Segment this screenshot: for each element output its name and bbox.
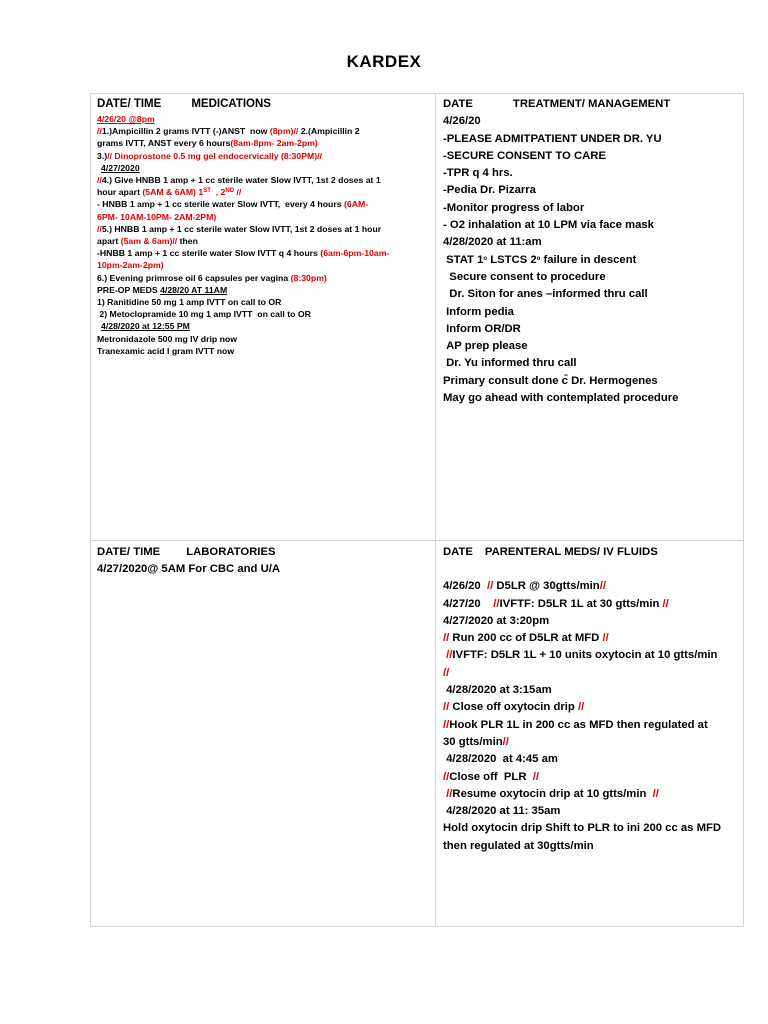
med-line: Tranexamic acid I gram IVTT now <box>97 345 235 356</box>
treatment-line: AP prep please <box>443 340 528 353</box>
treatment-header: DATE TREATMENT/ MANAGEMENT <box>443 98 671 110</box>
laboratories-header: DATE/ TIME LABORATORIES <box>97 546 276 558</box>
med-line: 6.) Evening primrose oil 6 capsules per vagina (8:30pm) <box>97 272 327 283</box>
treatment-line: - O2 inhalation at 10 LPM via face mask <box>443 219 654 232</box>
med-line: 6PM- 10AM-10PM- 2AM-2PM) <box>97 211 217 222</box>
treatment-line: -SECURE CONSENT TO CARE <box>443 149 606 162</box>
treatment-line: STAT 1$^o$ LSTCS 2$^o$ failure in descent <box>443 253 637 266</box>
parenteral-line: 4/27/20 //IVFTF: D5LR 1L at 30 gtts/min // <box>443 597 669 610</box>
med-line: grams IVTT, ANST every 6 hours(8am-8pm- 2am-2pm) <box>97 138 318 149</box>
med-line: - HNBB 1 amp + 1 cc sterile water Slow IVTT, every 4 hours (6AM- <box>97 199 369 210</box>
parenteral-line: //Hook PLR 1L in 200 cc as MFD then regulated at <box>443 718 708 731</box>
med-line: //1.)Ampicillin 2 grams IVTT (-)ANST now (8pm)// 2.(Ampicillin 2 <box>97 126 360 137</box>
treatment-line: -TPR q 4 hrs. <box>443 167 513 180</box>
parenteral-line: Hold oxytocin drip Shift to PLR to ini 200 cc as MFD <box>443 822 722 835</box>
parenteral-line: 4/27/2020 at 3:20pm <box>443 614 550 627</box>
parenteral-line: 30 gtts/min// <box>443 735 509 748</box>
parenteral-header: DATE PARENTERAL MEDS/ IV FLUIDS <box>443 546 658 558</box>
parenteral-line: //IVFTF: D5LR 1L + 10 units oxytocin at 10 gtts/min <box>443 649 718 662</box>
medications-section <box>97 96 431 357</box>
med-date-3: 4/28/2020 at 12:55 PM <box>101 321 190 332</box>
laboratories-section <box>97 544 431 578</box>
treatment-line: Inform pedia <box>443 305 514 318</box>
parenteral-line: //Close off PLR // <box>443 770 540 783</box>
lab-line: 4/27/2020@ 5AM For CBC and U/A <box>97 563 281 575</box>
treatment-line: Inform OR/DR <box>443 322 521 335</box>
parenteral-line: 4/28/2020 at 4:45 am <box>443 753 558 766</box>
med-line: -HNBB 1 amp + 1 cc sterile water Slow IVTT q 4 hours (6am-6pm-10am- <box>97 248 390 259</box>
med-line: 3.)// Dinoprostone 0.5 mg gel endocervically (8:30PM)// <box>97 150 322 161</box>
med-date-1: 4/26/20 @8pm <box>97 114 155 124</box>
med-line: 1) Ranitidine 50 mg 1 amp IVTT on call to OR <box>97 297 282 308</box>
med-line: apart (5am & 6am)// then <box>97 236 198 247</box>
med-line: //4.) Give HNBB 1 amp + 1 cc sterile water Slow IVTT, 1st 2 doses at 1 <box>97 175 381 186</box>
med-line: 10pm-2am-2pm) <box>97 260 164 271</box>
treatment-line: -Monitor progress of labor <box>443 201 585 214</box>
med-line: Metronidazole 500 mg IV drip now <box>97 333 237 344</box>
pre-op-meds-line: PRE-OP MEDS 4/28/20 AT 11AM <box>97 284 228 295</box>
med-date-2: 4/27/2020 <box>101 162 140 173</box>
treatment-line: 4/28/2020 at 11:am <box>443 236 542 249</box>
med-line: //5.) HNBB 1 amp + 1 cc sterile water Slow IVTT, 1st 2 doses at 1 hour <box>97 223 382 234</box>
parenteral-line: 4/28/2020 at 11: 35am <box>443 805 561 818</box>
treatment-line: -Pedia Dr. Pizarra <box>443 184 536 197</box>
parenteral-line: //Resume oxytocin drip at 10 gtts/min // <box>443 787 659 800</box>
treatment-line: Dr. Siton for anes –informed thru call <box>443 288 648 301</box>
treatment-line: May go ahead with contemplated procedure <box>443 392 679 405</box>
med-line: hour apart (5AM & 6AM) 1ST , 2ND // <box>97 187 242 198</box>
page-title: KARDEX <box>346 52 422 71</box>
treatment-section <box>443 96 739 407</box>
parenteral-line: // <box>443 666 450 679</box>
treatment-line: -PLEASE ADMITPATIENT UNDER DR. YU <box>443 132 662 145</box>
treatment-line: Secure consent to procedure <box>443 270 606 283</box>
parenteral-section <box>443 544 739 855</box>
med-line: 2) Metoclopramide 10 mg 1 amp IVTT on call to OR <box>97 309 311 320</box>
medications-header: DATE/ TIME MEDICATIONS <box>97 98 271 110</box>
parenteral-line: // Close off oxytocin drip // <box>443 701 585 714</box>
laboratories-cell <box>90 540 436 927</box>
parenteral-line: 4/26/20 // D5LR @ 30gtts/min// <box>443 580 606 593</box>
parenteral-line: // Run 200 cc of D5LR at MFD // <box>443 632 609 645</box>
parenteral-line: then regulated at 30gtts/min <box>443 839 594 852</box>
parenteral-line: 4/28/2020 at 3:15am <box>443 684 552 697</box>
treatment-line: Dr. Yu informed thru call <box>443 357 577 370</box>
treatment-line: Primary consult done c̄ Dr. Hermogenes <box>443 374 658 387</box>
treatment-line: 4/26/20 <box>443 115 481 128</box>
